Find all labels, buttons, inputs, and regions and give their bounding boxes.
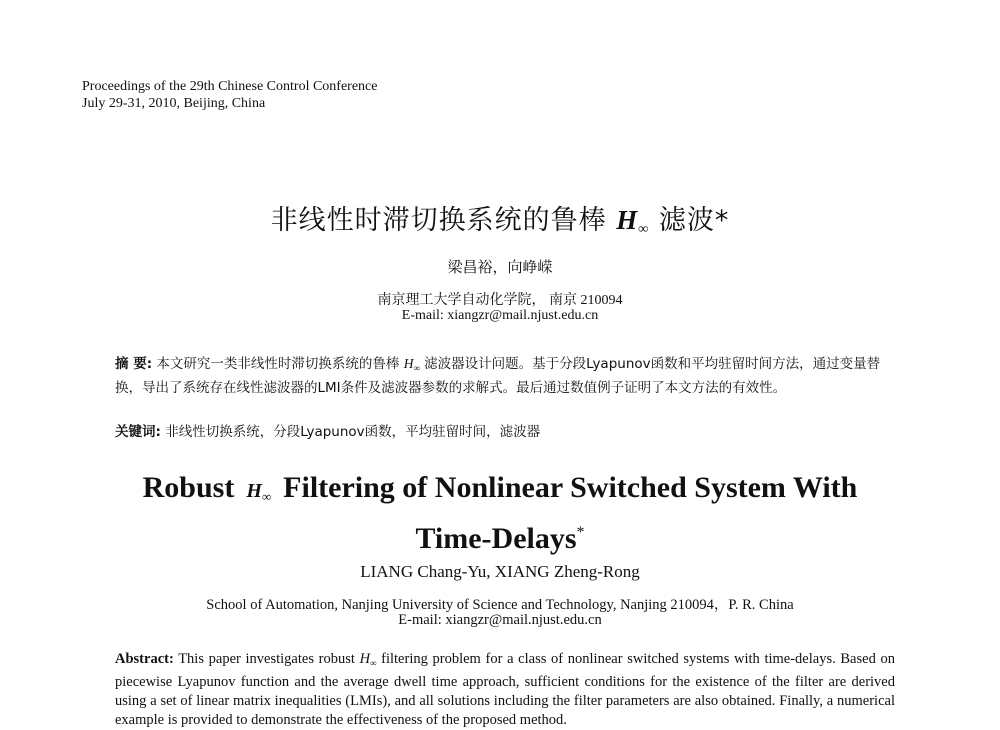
english-title-math bbox=[246, 480, 271, 502]
chinese-authors: 梁昌裕，向峥嵘 bbox=[447, 258, 553, 276]
english-title-text-1: Robust bbox=[142, 471, 235, 504]
math-infinity: ∞ bbox=[261, 489, 272, 504]
footnote-marker: * bbox=[576, 524, 585, 541]
chinese-abstract-math bbox=[404, 356, 420, 371]
chinese-abstract-text-2: 滤波器设计问题。基于分段Lyapunov函数和平均驻留时间方法，通过变量替换，导出了系统存在线性滤波器的LMI条件及滤波器参数的求解式。最后通过数值例子证明了本文方法的有效性。 bbox=[115, 356, 881, 396]
venue-line-2: July 29-31, 2010, Beijing, China bbox=[82, 96, 266, 111]
venue-header bbox=[82, 78, 377, 112]
math-h: H bbox=[616, 205, 639, 235]
chinese-email: E-mail: xiangzr@mail.njust.edu.cn bbox=[401, 308, 599, 323]
math-h: H bbox=[403, 356, 414, 371]
english-title-text-2: Filtering of Nonlinear Switched System With bbox=[283, 471, 858, 504]
english-abstract-text-1: This paper investigates robust bbox=[173, 651, 360, 667]
english-title-line-2 bbox=[0, 515, 1000, 557]
chinese-abstract-text-1: 本文研究一类非线性时滞切换系统的鲁棒 bbox=[152, 356, 404, 372]
english-title-line-1 bbox=[0, 470, 1000, 515]
english-authors: LIANG Chang-Yu, XIANG Zheng-Rong bbox=[360, 562, 640, 581]
chinese-title bbox=[0, 198, 1000, 238]
chinese-keywords-label: 关键词: bbox=[115, 424, 161, 440]
english-abstract-math bbox=[360, 651, 377, 667]
chinese-title-text-1: 非线性时滞切换系统的鲁棒 bbox=[270, 205, 607, 236]
english-email: E-mail: xiangzr@mail.njust.edu.cn bbox=[398, 612, 602, 628]
english-title-text-3: Time-Delays bbox=[415, 522, 577, 555]
english-abstract-label: Abstract: bbox=[115, 651, 174, 667]
chinese-abstract-label: 摘 要: bbox=[115, 356, 153, 372]
english-title bbox=[0, 470, 1000, 557]
chinese-title-text-2: 滤波* bbox=[658, 205, 730, 236]
math-infinity: ∞ bbox=[638, 222, 650, 237]
venue-line-1: Proceedings of the 29th Chinese Control Conference bbox=[82, 79, 378, 94]
chinese-abstract bbox=[115, 354, 895, 398]
math-infinity: ∞ bbox=[370, 658, 377, 668]
chinese-affiliation: 南京理工大学自动化学院， 南京 210094 bbox=[377, 293, 623, 308]
chinese-title-math bbox=[616, 205, 649, 235]
english-abstract-text-2: filtering problem for a class of nonlinear switched systems with time-delays. Based on piecewise Lyapunov function and the average dwell time approach, sufficient conditions for the existence of the filter are derived using a set of linear matrix inequalities (LMIs), and all solutions including the filter parameters are also obtained. Finally, a numerical example is provided to demonstrate the effectiveness of the proposed method. bbox=[115, 651, 895, 728]
chinese-keywords-text: 非线性切换系统，分段Lyapunov函数，平均驻留时间，滤波器 bbox=[160, 424, 541, 440]
english-affiliation: School of Automation, Nanjing University of Science and Technology, Nanjing 210094，P. R. China bbox=[206, 597, 794, 613]
chinese-keywords bbox=[115, 420, 540, 440]
math-h: H bbox=[359, 651, 371, 667]
english-abstract bbox=[115, 650, 895, 730]
math-infinity: ∞ bbox=[413, 363, 420, 373]
math-h: H bbox=[246, 480, 262, 502]
